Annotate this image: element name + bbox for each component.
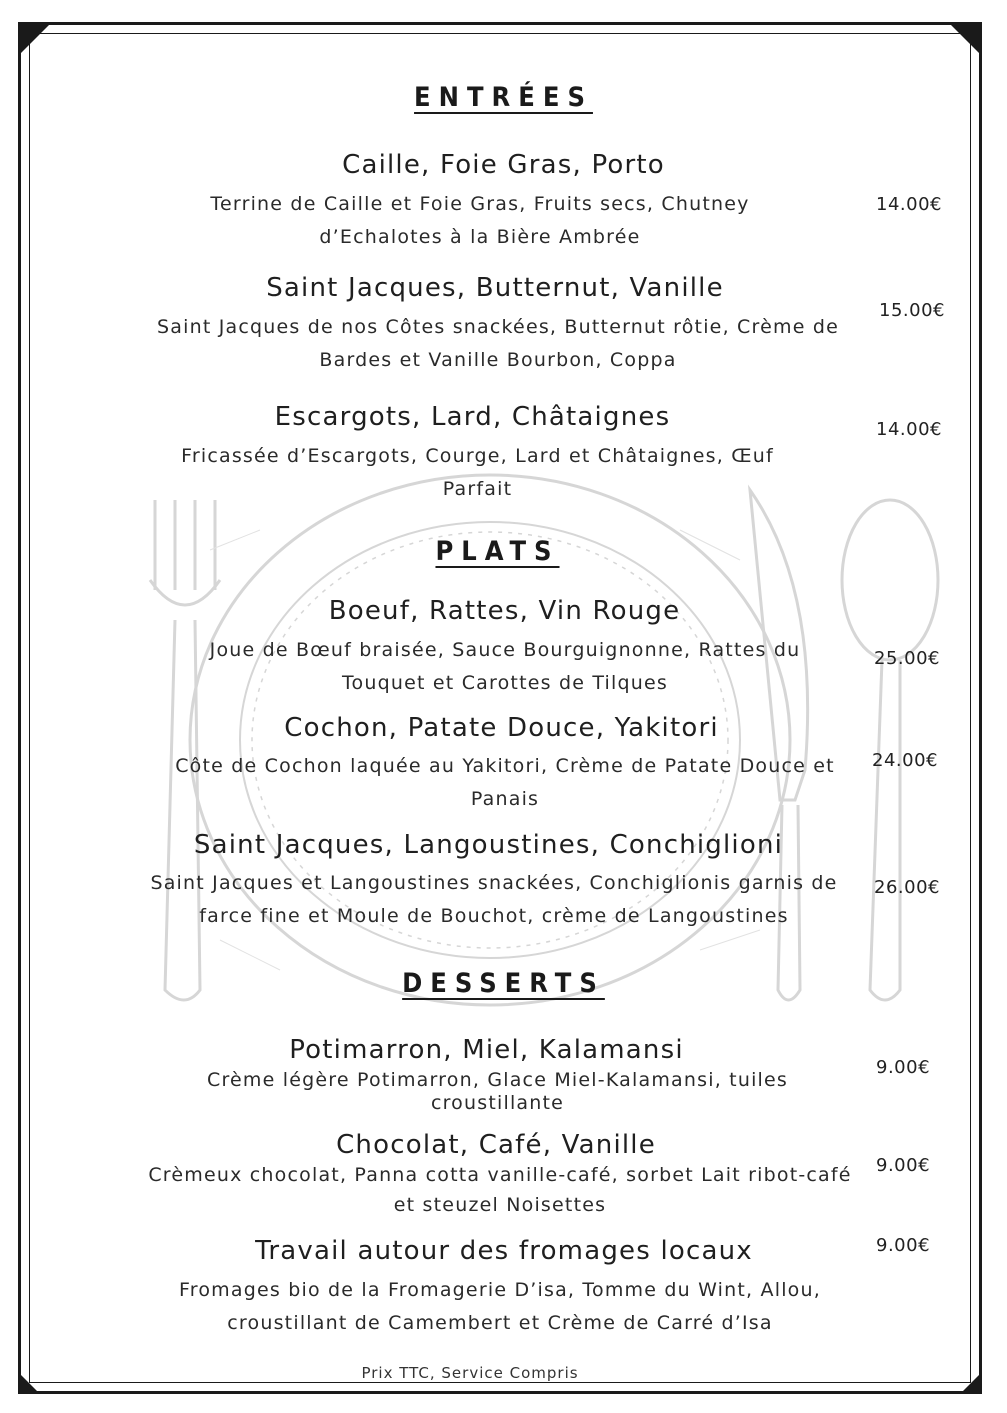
dish-price: 14.00€ bbox=[876, 419, 942, 440]
dish-description: Fricassée d’Escargots, Courge, Lard et Châtaignes, Œuf Parfait bbox=[181, 445, 774, 500]
dish-name: Caille, Foie Gras, Porto bbox=[342, 150, 665, 180]
dish-name: Saint Jacques, Butternut, Vanille bbox=[266, 273, 724, 303]
dish-name: Boeuf, Rattes, Vin Rouge bbox=[328, 596, 681, 626]
dish-description: Côte de Cochon laquée au Yakitori, Crème de Patate Douce et Panais bbox=[175, 755, 835, 810]
dish-price: 9.00€ bbox=[876, 1155, 931, 1176]
section-title-desserts: DESSERTS bbox=[402, 968, 605, 999]
dish-description: Fromages bio de la Fromagerie D’isa, Tomme du Wint, Allou, croustillant de Camembert et Crème de Carré d’Isa bbox=[179, 1279, 821, 1334]
dish-name: Chocolat, Café, Vanille bbox=[336, 1130, 656, 1160]
dish-name: Potimarron, Miel, Kalamansi bbox=[289, 1035, 684, 1065]
dish-price: 9.00€ bbox=[876, 1057, 931, 1078]
dish-description: Saint Jacques et Langoustines snackées, Conchiglionis garnis de farce fine et Moule de Bouchot, crème de Langoustines bbox=[150, 872, 838, 927]
dish-name: Escargots, Lard, Châtaignes bbox=[274, 402, 671, 432]
dish-price: 26.00€ bbox=[874, 877, 940, 898]
dish-price: 9.00€ bbox=[876, 1235, 931, 1256]
dish-description: Crèmeux chocolat, Panna cotta vanille-café, sorbet Lait ribot-café et steuzel Noisettes bbox=[148, 1164, 852, 1216]
dish-price: 15.00€ bbox=[879, 300, 945, 321]
dish-name: Travail autour des fromages locaux bbox=[255, 1236, 753, 1266]
corner-ornament bbox=[950, 24, 980, 54]
section-title-plats: PLATS bbox=[435, 536, 560, 567]
dish-name: Cochon, Patate Douce, Yakitori bbox=[284, 713, 719, 743]
dish-price: 14.00€ bbox=[876, 194, 942, 215]
dish-description: Joue de Bœuf braisée, Sauce Bourguignonne, Rattes du Touquet et Carottes de Tilques bbox=[209, 639, 801, 694]
dish-description: Saint Jacques de nos Côtes snackées, Butternut rôtie, Crème de Bardes et Vanille Bourbon, Coppa bbox=[157, 316, 839, 371]
dish-name: Saint Jacques, Langoustines, Conchiglioni bbox=[193, 830, 784, 860]
dish-description: Crème légère Potimarron, Glace Miel-Kalamansi, tuiles croustillante bbox=[206, 1069, 789, 1114]
dish-description: Terrine de Caille et Foie Gras, Fruits secs, Chutney d’Echalotes à la Bière Ambrée bbox=[210, 193, 750, 248]
corner-ornament bbox=[962, 1374, 980, 1392]
section-title-entrees: ENTRÉES bbox=[414, 82, 593, 113]
corner-ornament bbox=[20, 24, 50, 54]
dish-price: 25.00€ bbox=[874, 648, 940, 669]
footer-note: Prix TTC, Service Compris bbox=[361, 1364, 579, 1382]
dish-price: 24.00€ bbox=[872, 750, 938, 771]
